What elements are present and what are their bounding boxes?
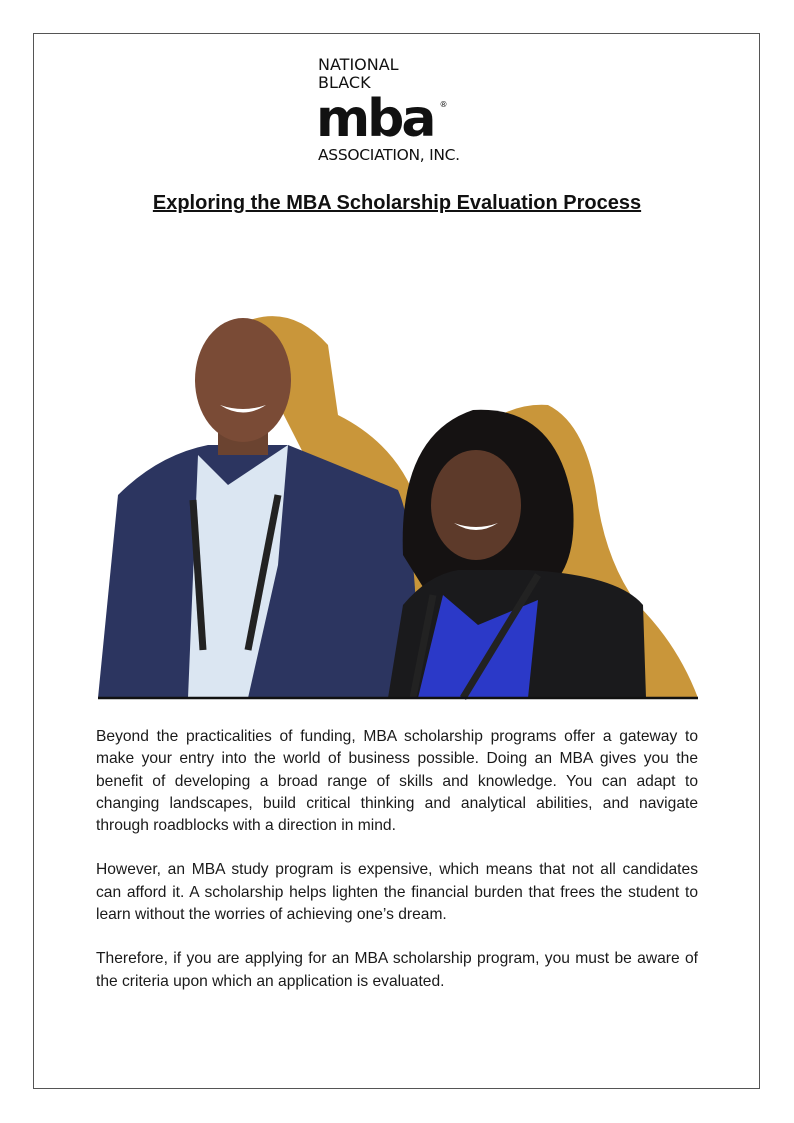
logo-registered: ® [439, 100, 448, 109]
paragraph: Beyond the practicalities of funding, MBA scholarship programs offer a gateway to make your entry into the world of business possible. Doing an MBA gives you the benefit of developing a broad range of skills and knowledge. You can adapt to changing landscapes, build critical thinking and analytical abilities, and navigate through roadblocks with a direction in mind. [96, 728, 698, 835]
paragraph: Therefore, if you are applying for an MBA scholarship program, you must be aware of the criteria upon which an application is evaluated. [96, 950, 698, 990]
logo-line-3: ASSOCIATION, INC. [318, 146, 460, 164]
paragraph: However, an MBA study program is expensive, which means that not all candidates can afford it. A scholarship helps lighten the financial burden that frees the student to learn without the worries of achieving one’s dream. [96, 861, 698, 924]
logo-mark: mba [316, 89, 434, 149]
logo-mark-row [316, 89, 486, 149]
logo-line-1: NATIONAL [318, 55, 399, 74]
man-head [195, 318, 291, 442]
page-title: Exploring the MBA Scholarship Evaluation Process [152, 192, 642, 214]
body-text [96, 726, 698, 1015]
hero-photo [98, 305, 698, 700]
logo-line-2: BLACK [318, 73, 371, 92]
woman-head [431, 450, 521, 560]
nbmba-logo [316, 56, 486, 164]
